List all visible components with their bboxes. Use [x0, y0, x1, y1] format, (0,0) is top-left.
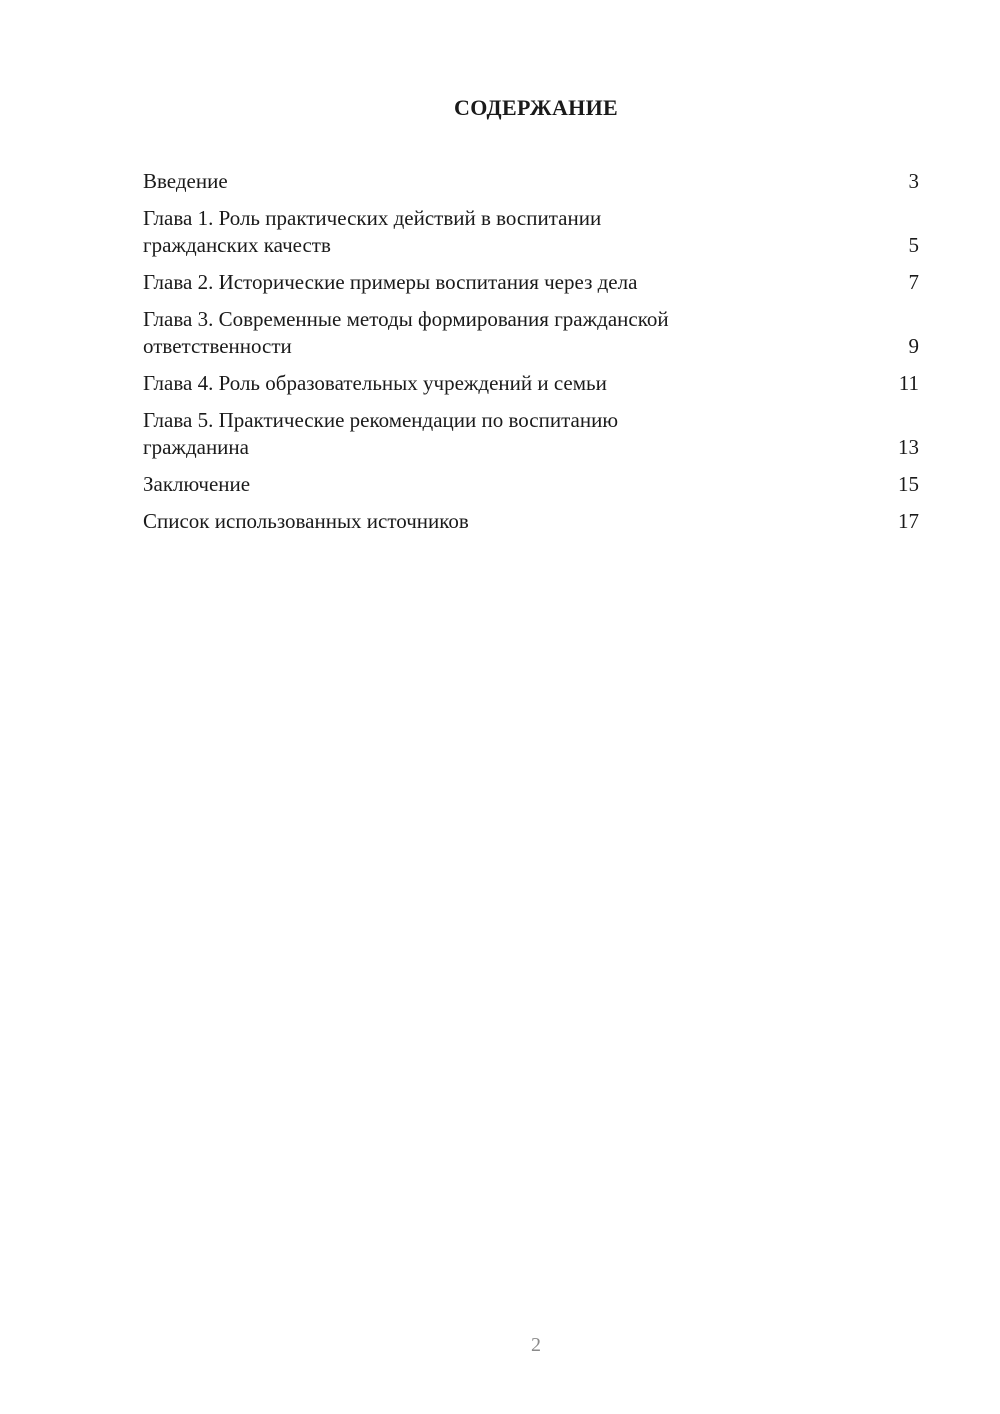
- toc-entry-chapter-1: [143, 205, 919, 259]
- toc-entry-page: 3: [908, 169, 919, 193]
- toc-entry-chapter-2: [143, 269, 919, 296]
- toc-entry-page: 15: [898, 472, 919, 496]
- toc-entry-text: Глава 2. Исторические примеры воспитания через дела: [143, 270, 638, 294]
- toc-entry-text: Глава 3. Современные методы формирования гражданской: [143, 307, 669, 331]
- table-of-contents: [143, 168, 919, 545]
- toc-entry-text: Список использованных источников: [143, 509, 469, 533]
- toc-entry-chapter-3: [143, 306, 919, 360]
- toc-entry-conclusion: [143, 471, 919, 498]
- toc-entry-text: Глава 4. Роль образовательных учреждений и семьи: [143, 371, 607, 395]
- toc-entry-text: Глава 1. Роль практических действий в воспитании: [143, 206, 602, 230]
- toc-entry-text-continued: ответственности: [143, 334, 292, 358]
- toc-entry-references: [143, 508, 919, 535]
- toc-entry-text: Введение: [143, 169, 228, 193]
- toc-entry-text: Глава 5. Практические рекомендации по воспитанию: [143, 408, 619, 432]
- toc-entry-page: 11: [898, 371, 919, 395]
- toc-entry-page: 13: [898, 435, 919, 459]
- toc-entry-page: 9: [908, 334, 919, 358]
- toc-entry-page: 17: [898, 509, 919, 533]
- toc-entry-page: 7: [908, 270, 919, 294]
- toc-entry-chapter-5: [143, 407, 919, 461]
- toc-entry-page: 5: [908, 233, 919, 257]
- toc-entry-text: Заключение: [143, 472, 251, 496]
- page-number: 2: [531, 1334, 541, 1356]
- toc-title: СОДЕРЖАНИЕ: [454, 95, 618, 120]
- toc-entry-text-continued: гражданина: [143, 435, 249, 459]
- toc-entry-text-continued: гражданских качеств: [143, 233, 331, 257]
- toc-entry-chapter-4: [143, 370, 919, 397]
- toc-entry-introduction: [143, 168, 919, 195]
